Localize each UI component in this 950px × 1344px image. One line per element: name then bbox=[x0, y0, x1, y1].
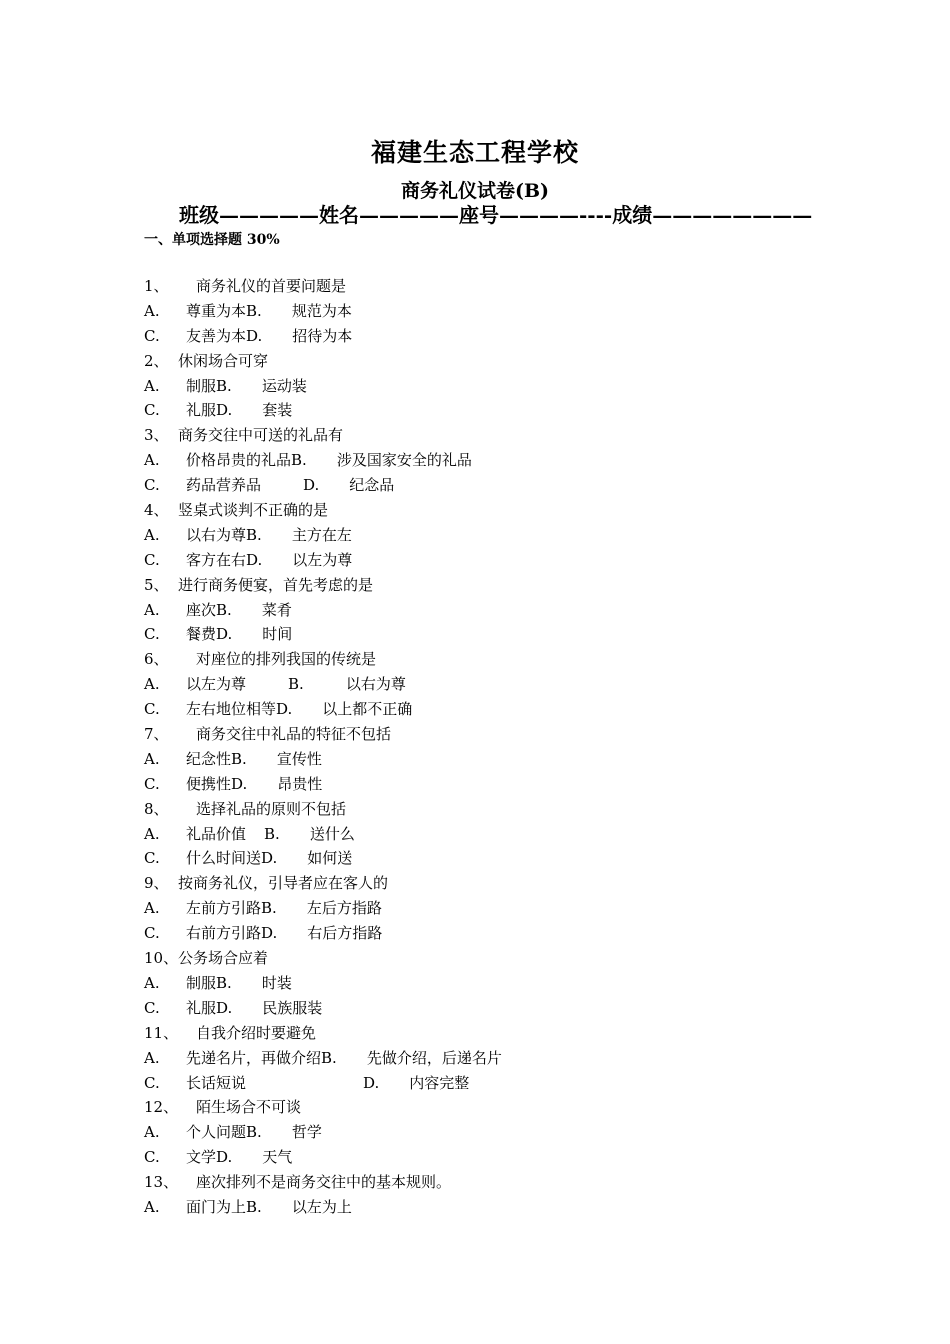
option-row bbox=[144, 996, 844, 1021]
option-letter: B. bbox=[216, 600, 232, 619]
option-letter: A. bbox=[144, 301, 160, 320]
option-letter: A. bbox=[144, 1197, 160, 1216]
option-a: 礼品价值 bbox=[186, 824, 247, 843]
question-list bbox=[144, 274, 844, 1220]
question-stem bbox=[144, 349, 844, 374]
option-row bbox=[144, 971, 844, 996]
option-c: 客方在右 bbox=[186, 550, 247, 569]
option-b: 运动装 bbox=[261, 376, 307, 395]
option-b: 哲学 bbox=[291, 1123, 322, 1142]
option-a: 价格昂贵的礼品 bbox=[186, 451, 292, 470]
option-d: 套装 bbox=[262, 401, 293, 420]
question-stem bbox=[144, 498, 844, 523]
option-letter: B. bbox=[246, 1197, 262, 1216]
option-a: 座次 bbox=[186, 600, 217, 619]
option-letter: D. bbox=[246, 326, 263, 345]
option-c: 便携性 bbox=[186, 774, 232, 793]
question-stem bbox=[144, 871, 844, 896]
option-letter: B. bbox=[216, 376, 232, 395]
option-letter: A. bbox=[144, 899, 160, 918]
option-a: 以右为尊 bbox=[186, 525, 247, 544]
option-c: 礼服 bbox=[186, 998, 217, 1017]
option-row bbox=[144, 598, 844, 623]
option-row bbox=[144, 374, 844, 399]
option-letter: A. bbox=[144, 451, 160, 470]
question-text: 商务交往中礼品的特征不包括 bbox=[196, 725, 392, 744]
option-c: 药品营养品 bbox=[186, 476, 262, 495]
option-a: 左前方引路 bbox=[186, 899, 262, 918]
option-letter: D. bbox=[246, 550, 263, 569]
option-row bbox=[144, 747, 844, 772]
option-letter: A. bbox=[144, 525, 160, 544]
option-d: 右后方指路 bbox=[307, 924, 383, 943]
option-letter: A. bbox=[144, 675, 160, 694]
option-letter: A. bbox=[144, 376, 160, 395]
option-letter: C. bbox=[144, 774, 160, 793]
option-letter: A. bbox=[144, 1048, 160, 1067]
option-b: 以左为上 bbox=[291, 1197, 352, 1216]
option-b: 先做介绍，后递名片 bbox=[366, 1048, 502, 1067]
option-letter: D. bbox=[261, 849, 278, 868]
option-row bbox=[144, 822, 844, 847]
question-stem bbox=[144, 1095, 844, 1120]
question-number: 11、 bbox=[144, 1023, 179, 1042]
option-row bbox=[144, 772, 844, 797]
question-text: 休闲场合可穿 bbox=[178, 351, 269, 370]
question-number: 4、 bbox=[144, 501, 169, 520]
option-letter: C. bbox=[144, 476, 160, 495]
option-a: 制服 bbox=[186, 376, 217, 395]
option-d: 纪念品 bbox=[349, 476, 395, 495]
option-letter: B. bbox=[288, 675, 304, 694]
option-row bbox=[144, 299, 844, 324]
option-a: 纪念性 bbox=[186, 749, 232, 768]
option-letter: B. bbox=[261, 899, 277, 918]
option-d: 时间 bbox=[262, 625, 293, 644]
option-letter: D. bbox=[216, 1148, 233, 1167]
option-d: 天气 bbox=[262, 1148, 293, 1167]
option-letter: C. bbox=[144, 625, 160, 644]
option-letter: B. bbox=[216, 973, 232, 992]
option-letter: D. bbox=[276, 700, 293, 719]
option-letter: C. bbox=[144, 1073, 160, 1092]
question-number: 1、 bbox=[144, 277, 169, 295]
option-row bbox=[144, 1195, 844, 1220]
option-a: 尊重为本 bbox=[186, 301, 247, 320]
question-stem bbox=[144, 274, 844, 299]
option-b: 菜肴 bbox=[261, 600, 292, 619]
option-letter: B. bbox=[246, 301, 262, 320]
option-a: 个人问题 bbox=[186, 1123, 247, 1142]
option-c: 什么时间送 bbox=[186, 849, 262, 868]
option-letter: C. bbox=[144, 1148, 160, 1167]
option-letter: B. bbox=[246, 1123, 262, 1142]
question-stem bbox=[144, 647, 844, 672]
question-number: 12、 bbox=[144, 1098, 179, 1117]
option-c: 餐费 bbox=[186, 625, 217, 644]
option-b: 以右为尊 bbox=[345, 675, 406, 694]
question-text: 竖桌式谈判不正确的是 bbox=[178, 501, 329, 520]
question-stem bbox=[144, 423, 844, 448]
student-info-line: 班级—————姓名—————座号————----成绩———————— bbox=[179, 203, 813, 227]
question-number: 3、 bbox=[144, 426, 169, 445]
option-d: 如何送 bbox=[307, 849, 353, 868]
option-row bbox=[144, 1071, 844, 1096]
option-letter: B. bbox=[264, 824, 280, 843]
question-text: 按商务礼仪，引导者应在客人的 bbox=[178, 874, 389, 893]
option-b: 送什么 bbox=[309, 824, 355, 843]
option-letter: C. bbox=[144, 924, 160, 943]
question-number: 9、 bbox=[144, 874, 169, 893]
question-text: 陌生场合不可谈 bbox=[196, 1098, 302, 1117]
option-d: 招待为本 bbox=[292, 326, 353, 345]
option-row bbox=[144, 324, 844, 349]
option-letter: C. bbox=[144, 326, 160, 345]
option-row bbox=[144, 896, 844, 921]
option-row bbox=[144, 448, 844, 473]
option-c: 左右地位相等 bbox=[186, 700, 277, 719]
question-number: 13、 bbox=[144, 1173, 179, 1192]
option-b: 规范为本 bbox=[291, 301, 352, 320]
option-d: 民族服装 bbox=[262, 998, 323, 1017]
option-letter: C. bbox=[144, 998, 160, 1017]
exam-title: 商务礼仪试卷(B) bbox=[400, 180, 550, 202]
option-row bbox=[144, 846, 844, 871]
option-row bbox=[144, 473, 844, 498]
option-letter: B. bbox=[321, 1048, 337, 1067]
option-letter: D. bbox=[261, 924, 278, 943]
option-row bbox=[144, 672, 844, 697]
option-d: 以上都不正确 bbox=[322, 700, 413, 719]
option-c: 右前方引路 bbox=[186, 924, 262, 943]
option-letter: A. bbox=[144, 824, 160, 843]
option-c: 友善为本 bbox=[186, 326, 247, 345]
question-text: 对座位的排列我国的传统是 bbox=[196, 650, 377, 669]
option-letter: D. bbox=[216, 998, 233, 1017]
option-row bbox=[144, 548, 844, 573]
question-text: 座次排列不是商务交往中的基本规则。 bbox=[196, 1173, 452, 1192]
question-number: 8、 bbox=[144, 799, 169, 818]
option-c: 文学 bbox=[186, 1148, 217, 1167]
option-d: 内容完整 bbox=[409, 1073, 470, 1092]
option-letter: B. bbox=[231, 749, 247, 768]
option-c: 礼服 bbox=[186, 401, 217, 420]
question-stem bbox=[144, 573, 844, 598]
option-a: 面门为上 bbox=[186, 1197, 247, 1216]
question-text: 商务礼仪的首要问题是 bbox=[196, 277, 347, 295]
option-d: 昂贵性 bbox=[277, 774, 323, 793]
question-text: 进行商务便宴，首先考虑的是 bbox=[178, 575, 374, 594]
question-text: 选择礼品的原则不包括 bbox=[196, 799, 347, 818]
question-number: 10、 bbox=[144, 949, 179, 968]
option-letter: C. bbox=[144, 700, 160, 719]
option-letter: A. bbox=[144, 749, 160, 768]
question-number: 6、 bbox=[144, 650, 169, 669]
option-letter: A. bbox=[144, 600, 160, 619]
option-row bbox=[144, 523, 844, 548]
option-row bbox=[144, 697, 844, 722]
school-name: 福建生态工程学校 bbox=[370, 138, 579, 167]
option-letter: C. bbox=[144, 401, 160, 420]
option-letter: C. bbox=[144, 550, 160, 569]
option-letter: D. bbox=[216, 401, 233, 420]
option-c: 长话短说 bbox=[186, 1073, 247, 1092]
option-a: 先递名片，再做介绍 bbox=[186, 1048, 322, 1067]
question-text: 商务交往中可送的礼品有 bbox=[178, 426, 344, 445]
option-d: 以左为尊 bbox=[292, 550, 353, 569]
option-b: 宣传性 bbox=[276, 749, 322, 768]
question-stem bbox=[144, 797, 844, 822]
option-b: 左后方指路 bbox=[306, 899, 382, 918]
option-row bbox=[144, 1046, 844, 1071]
option-row bbox=[144, 622, 844, 647]
option-row bbox=[144, 921, 844, 946]
option-letter: A. bbox=[144, 1123, 160, 1142]
option-b: 主方在左 bbox=[291, 525, 352, 544]
option-a: 制服 bbox=[186, 973, 217, 992]
question-stem bbox=[144, 722, 844, 747]
option-letter: A. bbox=[144, 973, 160, 992]
option-letter: D. bbox=[363, 1073, 380, 1092]
option-letter: B. bbox=[291, 451, 307, 470]
option-b: 涉及国家安全的礼品 bbox=[336, 451, 472, 470]
option-letter: D. bbox=[303, 476, 320, 495]
option-letter: D. bbox=[231, 774, 248, 793]
option-row bbox=[144, 1145, 844, 1170]
question-stem bbox=[144, 946, 844, 971]
question-stem bbox=[144, 1170, 844, 1195]
option-row bbox=[144, 1120, 844, 1145]
option-letter: C. bbox=[144, 849, 160, 868]
question-text: 公务场合应着 bbox=[178, 949, 269, 968]
question-number: 2、 bbox=[144, 351, 169, 370]
section-title: 一、单项选择题 30% bbox=[144, 232, 280, 248]
option-b: 时装 bbox=[261, 973, 292, 992]
option-letter: D. bbox=[216, 625, 233, 644]
question-number: 7、 bbox=[144, 725, 169, 744]
option-row bbox=[144, 398, 844, 423]
option-letter: B. bbox=[246, 525, 262, 544]
question-stem bbox=[144, 1021, 844, 1046]
option-a: 以左为尊 bbox=[186, 675, 247, 694]
question-number: 5、 bbox=[144, 575, 169, 594]
question-text: 自我介绍时要避免 bbox=[196, 1023, 317, 1042]
